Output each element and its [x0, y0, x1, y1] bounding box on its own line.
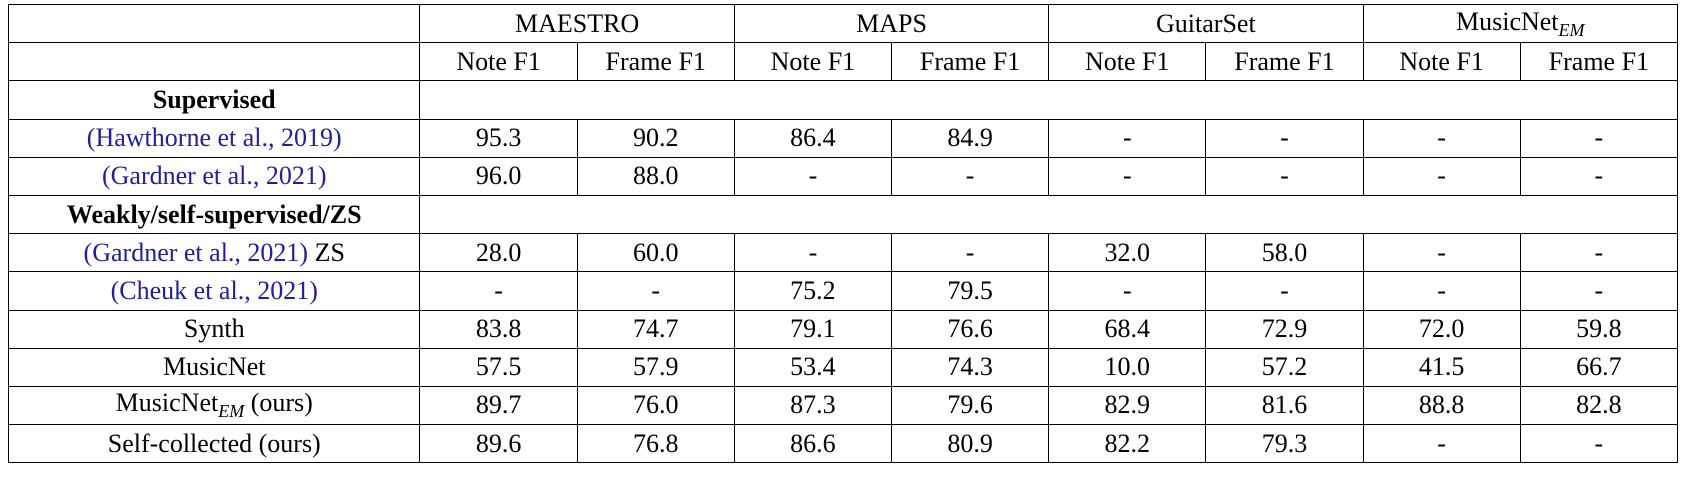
section-filler: [420, 195, 1678, 233]
method-suffix: (ours): [244, 388, 313, 418]
row-label: [9, 348, 420, 386]
header-corner-cell: [9, 43, 420, 81]
table-row: [9, 157, 1678, 195]
value-cell: 83.8: [420, 310, 577, 348]
cite-paren: (: [110, 275, 120, 305]
value-cell: 87.3: [734, 386, 891, 424]
row-label: [9, 425, 420, 463]
header-row-metrics: [9, 43, 1678, 81]
dataset-header: [1363, 5, 1677, 43]
value-cell: -: [1520, 234, 1677, 272]
row-label: [9, 234, 420, 272]
table-body: [9, 5, 1678, 463]
cite-paren: ): [333, 123, 342, 153]
cite-paren: (: [86, 123, 96, 153]
section-title: Weakly/self-supervised/ZS: [9, 195, 420, 233]
value-cell: 89.7: [420, 386, 577, 424]
row-label: [9, 272, 420, 310]
row-label: [9, 386, 420, 424]
value-cell: 84.9: [892, 119, 1049, 157]
method-subscript: EM: [218, 401, 245, 422]
value-cell: 75.2: [734, 272, 891, 310]
value-cell: 82.2: [1049, 425, 1206, 463]
table-row: [9, 119, 1678, 157]
metric-header: Frame F1: [577, 43, 734, 81]
value-cell: 88.8: [1363, 386, 1520, 424]
dataset-header: [420, 5, 734, 43]
value-cell: 86.6: [734, 425, 891, 463]
value-cell: 60.0: [577, 234, 734, 272]
value-cell: 82.9: [1049, 386, 1206, 424]
value-cell: 57.5: [420, 348, 577, 386]
value-cell: 68.4: [1049, 310, 1206, 348]
value-cell: 72.0: [1363, 310, 1520, 348]
value-cell: -: [1363, 234, 1520, 272]
cite-paren: ): [299, 237, 309, 267]
method-suffix: ZS: [308, 237, 345, 267]
method-name: MusicNet: [162, 352, 266, 382]
header-corner-cell: [9, 5, 420, 43]
value-cell: -: [1049, 119, 1206, 157]
section-title: Supervised: [9, 81, 420, 119]
table-row: [9, 272, 1678, 310]
value-cell: -: [1520, 425, 1677, 463]
value-cell: 89.6: [420, 425, 577, 463]
value-cell: -: [1363, 425, 1520, 463]
value-cell: 76.8: [577, 425, 734, 463]
section-filler: [420, 81, 1678, 119]
value-cell: 82.8: [1520, 386, 1677, 424]
value-cell: -: [1206, 157, 1363, 195]
table-row: [9, 386, 1678, 424]
citation-link: Gardner et al., 2021: [110, 161, 318, 191]
value-cell: 86.4: [734, 119, 891, 157]
value-cell: -: [1049, 157, 1206, 195]
value-cell: 79.6: [892, 386, 1049, 424]
method-name: MusicNet: [115, 388, 219, 418]
value-cell: -: [1363, 272, 1520, 310]
value-cell: 74.3: [892, 348, 1049, 386]
value-cell: -: [1520, 119, 1677, 157]
section-row: [9, 195, 1678, 233]
dataset-subscript: EM: [1558, 19, 1585, 40]
value-cell: 58.0: [1206, 234, 1363, 272]
table-row: [9, 310, 1678, 348]
value-cell: -: [577, 272, 734, 310]
value-cell: -: [734, 157, 891, 195]
value-cell: 88.0: [577, 157, 734, 195]
metric-header: Frame F1: [892, 43, 1049, 81]
value-cell: 28.0: [420, 234, 577, 272]
citation-link: Hawthorne et al., 2019: [95, 123, 334, 153]
value-cell: 81.6: [1206, 386, 1363, 424]
value-cell: -: [734, 234, 891, 272]
metric-header: Note F1: [420, 43, 577, 81]
value-cell: -: [420, 272, 577, 310]
value-cell: -: [1363, 157, 1520, 195]
value-cell: 10.0: [1049, 348, 1206, 386]
value-cell: -: [1520, 157, 1677, 195]
header-row-datasets: [9, 5, 1678, 43]
value-cell: 57.9: [577, 348, 734, 386]
dataset-header: [734, 5, 1048, 43]
section-row: [9, 81, 1678, 119]
value-cell: 95.3: [420, 119, 577, 157]
value-cell: 41.5: [1363, 348, 1520, 386]
metric-header: Frame F1: [1206, 43, 1363, 81]
value-cell: 90.2: [577, 119, 734, 157]
value-cell: 53.4: [734, 348, 891, 386]
metric-header: Note F1: [1363, 43, 1520, 81]
citation-link: Gardner et al., 2021: [92, 237, 300, 267]
value-cell: 32.0: [1049, 234, 1206, 272]
value-cell: -: [1206, 119, 1363, 157]
value-cell: 76.0: [577, 386, 734, 424]
value-cell: 72.9: [1206, 310, 1363, 348]
dataset-name: MAESTRO: [515, 8, 640, 38]
value-cell: -: [1520, 272, 1677, 310]
value-cell: -: [1049, 272, 1206, 310]
row-label: [9, 157, 420, 195]
value-cell: 79.1: [734, 310, 891, 348]
row-label: [9, 119, 420, 157]
row-label: [9, 310, 420, 348]
method-name: Self-collected (ours): [107, 428, 321, 458]
citation-link: Cheuk et al., 2021: [119, 275, 310, 305]
value-cell: 79.3: [1206, 425, 1363, 463]
value-cell: -: [1206, 272, 1363, 310]
cite-paren: ): [317, 161, 327, 191]
metric-header: Frame F1: [1520, 43, 1677, 81]
table-row: [9, 348, 1678, 386]
value-cell: 74.7: [577, 310, 734, 348]
value-cell: -: [892, 157, 1049, 195]
value-cell: 66.7: [1520, 348, 1677, 386]
method-name: Synth: [183, 314, 245, 344]
cite-paren: ): [309, 275, 318, 305]
table-row: [9, 234, 1678, 272]
cite-paren: (: [101, 161, 111, 191]
dataset-header: [1049, 5, 1363, 43]
cite-paren: (: [83, 237, 93, 267]
value-cell: -: [892, 234, 1049, 272]
results-table: [8, 4, 1678, 463]
dataset-name: MusicNet: [1455, 6, 1559, 36]
metric-header: Note F1: [734, 43, 891, 81]
value-cell: 59.8: [1520, 310, 1677, 348]
dataset-name: MAPS: [856, 8, 927, 38]
value-cell: 79.5: [892, 272, 1049, 310]
table-row: [9, 425, 1678, 463]
value-cell: 80.9: [892, 425, 1049, 463]
value-cell: 96.0: [420, 157, 577, 195]
metric-header: Note F1: [1049, 43, 1206, 81]
value-cell: -: [1363, 119, 1520, 157]
dataset-name: GuitarSet: [1156, 8, 1256, 38]
value-cell: 76.6: [892, 310, 1049, 348]
value-cell: 57.2: [1206, 348, 1363, 386]
